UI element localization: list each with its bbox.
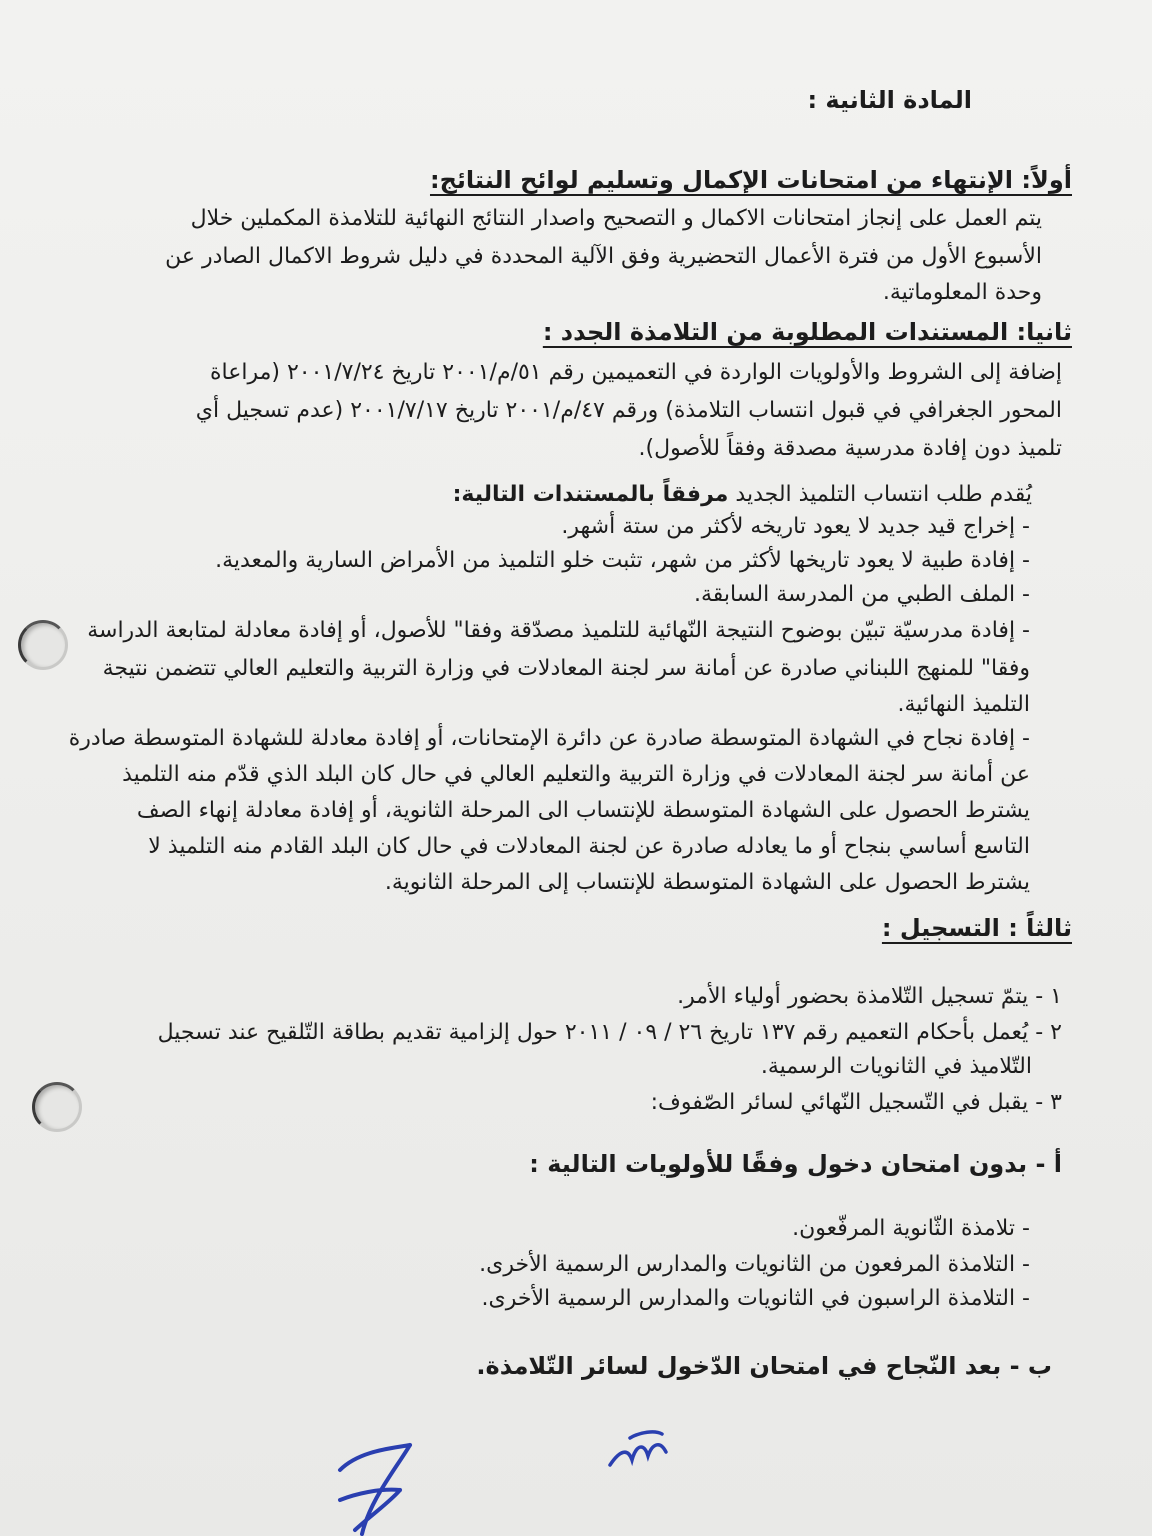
section-1-line: وحدة المعلوماتية. [882,280,1042,305]
document-item-cont: يشترط الحصول على الشهادة المتوسطة للإنتساب الى المرحلة الثانوية، أو إفادة معادلة إنهاء الصف [136,798,1030,823]
document-item: - إفادة طبية لا يعود تاريخها لأكثر من شهر، تثبت خلو التلميذ من الأمراض السارية والمعدية. [215,548,1030,573]
registration-item: ٣ - يقبل في التّسجيل النّهائي لسائر الصّفوف: [650,1090,1062,1115]
document-item-cont: التاسع أساسي بنجاح أو ما يعادله صادرة عن لجنة المعادلات في حال كان البلد القادم منه التلميذ لا [148,834,1030,859]
article-title: المادة الثانية : [807,86,972,114]
document-item: - إخراج قيد جديد لا يعود تاريخه لأكثر من ستة أشهر. [561,514,1030,539]
section-3-heading: ثالثاً : التسجيل : [881,914,1072,942]
document-item: - إفادة مدرسيّة تبيّن بوضوح النتيجة النّهائية للتلميذ مصدّقة وفقا" للأصول، أو إفادة معادلة لمتابعة الدراسة [87,618,1030,643]
signature-mark [300,1430,450,1536]
registration-item-cont: التّلاميذ في الثانويات الرسمية. [760,1054,1032,1079]
document-item: - إفادة نجاح في الشهادة المتوسطة صادرة عن دائرة الإمتحانات، أو إفادة معادلة للشهادة المتوسطة صادرة [68,726,1030,751]
document-item-cont: وفقا" للمنهج اللبناني صادرة عن أمانة سر لجنة المعادلات في وزارة التربية والتعليم العالي تتضمن نتيجة [102,656,1030,681]
registration-item: ١ - يتمّ تسجيل التّلامذة بحضور أولياء الأمر. [677,984,1062,1009]
document-item-cont: التلميذ النهائية. [897,692,1030,717]
priority-item: - التلامذة المرفعون من الثانويات والمدارس الرسمية الأخرى. [479,1252,1030,1277]
after-exam-subheading: ب - بعد النّجاح في امتحان الدّخول لسائر التّلامذة. [476,1352,1052,1380]
section-2-intro-line: تلميذ دون إفادة مدرسية مصدقة وفقاً للأصول). [638,436,1062,461]
request-emphasis: مرفقاً بالمستندات التالية: [452,482,729,507]
document-item-cont: يشترط الحصول على الشهادة المتوسطة للإنتساب إلى المرحلة الثانوية. [384,870,1030,895]
initials-mark [600,1420,690,1480]
section-1-line: يتم العمل على إنجاز امتحانات الاكمال و التصحيح واصدار النتائج النهائية للتلامذة المكملين خلال [190,206,1042,231]
binder-hole [32,1082,82,1132]
binder-hole [18,620,68,670]
priority-item: - تلامذة الثّانوية المرفّعون. [792,1216,1030,1241]
section-2-intro-line: إضافة إلى الشروط والأولويات الواردة في التعميمين رقم ٥١/م/٢٠٠١ تاريخ ٢٠٠١/٧/٢٤ (مراعاة [209,360,1062,385]
priority-subheading: أ - بدون امتحان دخول وفقًا للأولويات التالية : [529,1150,1062,1178]
section-2-heading: ثانيا: المستندات المطلوبة من التلامذة الجدد : [542,318,1072,346]
request-sentence [453,484,1032,506]
registration-item: ٢ - يُعمل بأحكام التعميم رقم ١٣٧ تاريخ ٢٦ / ٠٩ / ٢٠١١ حول إلزامية تقديم بطاقة التّلقيح عند تسجيل [157,1020,1062,1045]
section-2-intro-line: المحور الجغرافي في قبول انتساب التلامذة) ورقم ٤٧/م/٢٠٠١ تاريخ ٢٠٠١/٧/١٧ (عدم تسجيل أي [195,398,1062,423]
request-text: يُقدم طلب انتساب التلميذ الجديد [735,482,1032,507]
section-1-heading: أولاً: الإنتهاء من امتحانات الإكمال وتسليم لوائح النتائج: [429,166,1072,194]
priority-item: - التلامذة الراسبون في الثانويات والمدارس الرسمية الأخرى. [481,1286,1030,1311]
document-item-cont: عن أمانة سر لجنة المعادلات في وزارة التربية والتعليم العالي في حال كان البلد الذي قدّم منه التلميذ [122,762,1030,787]
section-1-line: الأسبوع الأول من فترة الأعمال التحضيرية وفق الآلية المحددة في دليل شروط الاكمال الصادر عن [165,244,1042,269]
document-item: - الملف الطبي من المدرسة السابقة. [694,582,1030,607]
